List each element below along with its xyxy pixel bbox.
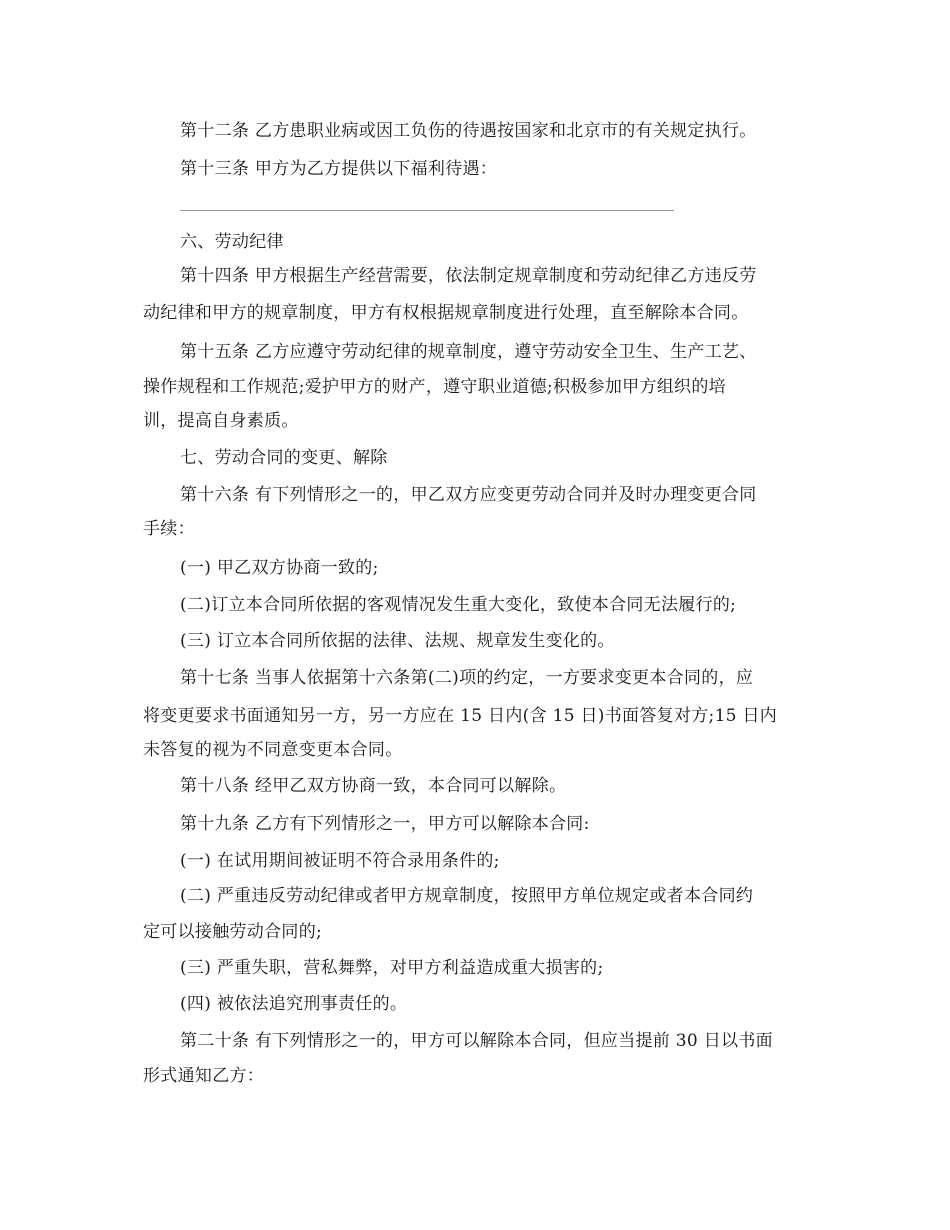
clause-2: (二)订立本合同所依据的客观情况发生重大变化，致使本合同无法履行的;	[180, 595, 737, 615]
article-15-line-1: 第十五条 乙方应遵守劳动纪律的规章制度，遵守劳动安全卫生、生产工艺、	[180, 342, 757, 362]
article-18: 第十八条 经甲乙双方协商一致，本合同可以解除。	[180, 776, 567, 796]
article-15-line-3: 训，提高自身素质。	[143, 411, 299, 431]
article-20-line-1: 第二十条 有下列情形之一的，甲方可以解除本合同，但应当提前 30 日以书面	[180, 1031, 773, 1051]
article-19-clause-3: (三) 严重失职，营私舞弊，对甲方利益造成重大损害的;	[180, 958, 604, 978]
article-17-line-2: 将变更要求书面通知另一方，另一方应在 15 日内(含 15 日)书面答复对方;15 日内	[143, 706, 778, 726]
article-16-line-1: 第十六条 有下列情形之一的，甲乙双方应变更劳动合同并及时办理变更合同	[180, 485, 757, 505]
article-12: 第十二条 乙方患职业病或因工负伤的待遇按国家和北京市的有关规定执行。	[180, 121, 757, 141]
article-17-line-3: 未答复的视为不同意变更本合同。	[143, 740, 403, 760]
article-19-clause-4: (四) 被依法追究刑事责任的。	[180, 994, 408, 1014]
article-19: 第十九条 乙方有下列情形之一，甲方可以解除本合同:	[180, 814, 590, 834]
article-17-line-1: 第十七条 当事人依据第十六条第(二)项的约定，一方要求变更本合同的，应	[180, 668, 754, 688]
article-16-line-2: 手续：	[143, 519, 195, 539]
article-15-line-2: 操作规程和工作规范;爱护甲方的财产，遵守职业道德;积极参加甲方组织的培	[143, 377, 726, 397]
article-14-line-1: 第十四条 甲方根据生产经营需要，依法制定规章制度和劳动纪律乙方违反劳	[180, 266, 757, 286]
section-heading-contract-change: 七、劳动合同的变更、解除	[180, 448, 388, 468]
article-13: 第十三条 甲方为乙方提供以下福利待遇：	[180, 159, 498, 179]
article-19-clause-2-line-1: (二) 严重违反劳动纪律或者甲方规章制度，按照甲方单位规定或者本合同约	[180, 886, 754, 906]
clause-3: (三) 订立本合同所依据的法律、法规、规章发生变化的。	[180, 631, 615, 651]
clause-1: (一) 甲乙双方协商一致的;	[180, 558, 379, 578]
article-14-line-2: 动纪律和甲方的规章制度，甲方有权根据规章制度进行处理，直至解除本合同。	[143, 303, 749, 323]
article-20-line-2: 形式通知乙方：	[143, 1066, 265, 1086]
blank-fill-line	[180, 210, 674, 211]
article-19-clause-2-line-2: 定可以接触劳动合同的;	[143, 922, 323, 942]
article-19-clause-1: (一) 在试用期间被证明不符合录用条件的;	[180, 851, 500, 871]
section-heading-labor-discipline: 六、劳动纪律	[180, 232, 284, 252]
